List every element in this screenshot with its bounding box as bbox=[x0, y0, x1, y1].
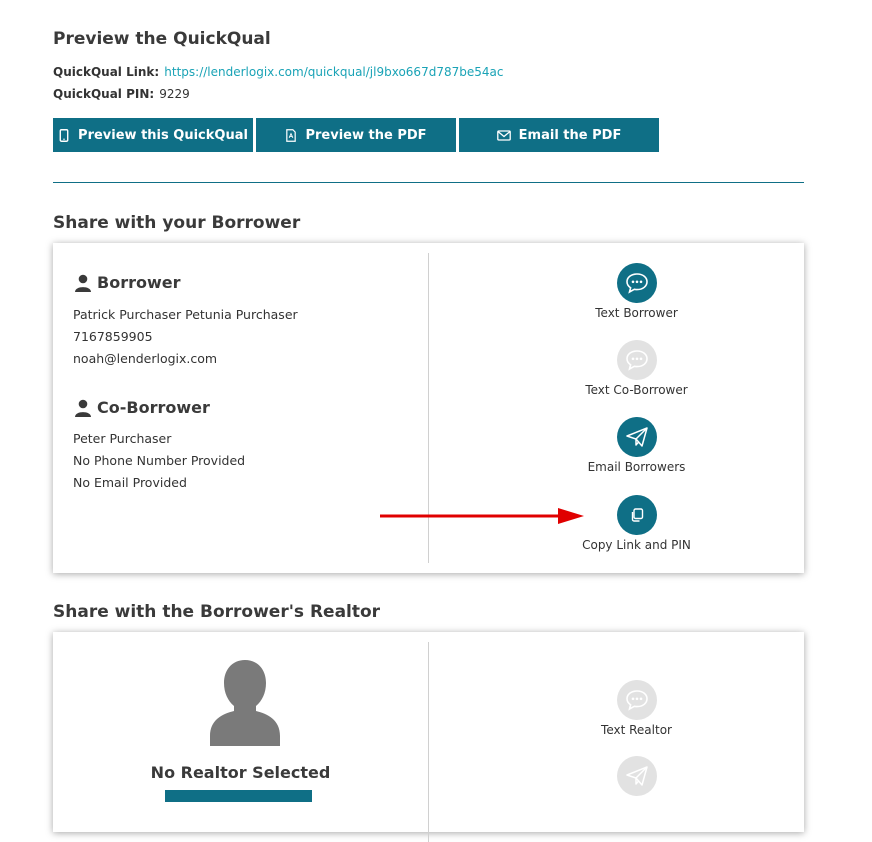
preview-quickqual-label: Preview this QuickQual bbox=[78, 127, 248, 143]
preview-quickqual-button[interactable] bbox=[53, 118, 253, 152]
text-co-borrower-action[interactable] bbox=[528, 340, 745, 397]
co-borrower-heading bbox=[75, 398, 210, 417]
card-divider bbox=[428, 642, 429, 842]
paper-plane-icon bbox=[625, 426, 649, 448]
borrower-section-title: Share with your Borrower bbox=[53, 213, 301, 233]
email-borrowers-action[interactable] bbox=[528, 417, 745, 474]
section-divider bbox=[53, 182, 804, 183]
person-icon bbox=[75, 399, 91, 417]
paper-plane-icon bbox=[625, 765, 649, 787]
co-borrower-phone: No Phone Number Provided bbox=[73, 453, 246, 468]
mobile-phone-icon bbox=[58, 129, 70, 142]
quickqual-pin-label: QuickQual PIN: bbox=[53, 87, 155, 101]
preview-title: Preview the QuickQual bbox=[53, 29, 271, 49]
co-borrower-name: Peter Purchaser bbox=[73, 431, 172, 446]
text-co-borrower-label: Text Co-Borrower bbox=[585, 383, 688, 397]
chat-bubble-icon bbox=[625, 349, 649, 371]
text-borrower-label: Text Borrower bbox=[595, 306, 678, 320]
borrower-phone: 7167859905 bbox=[73, 329, 153, 344]
text-realtor-label: Text Realtor bbox=[601, 723, 672, 737]
no-realtor-text: No Realtor Selected bbox=[150, 763, 331, 782]
envelope-icon bbox=[497, 129, 511, 142]
copy-link-pin-button[interactable] bbox=[617, 495, 657, 535]
borrower-email: noah@lenderlogix.com bbox=[73, 351, 218, 366]
co-borrower-email: No Email Provided bbox=[73, 475, 187, 490]
quickqual-link-row bbox=[53, 61, 503, 80]
text-realtor-action[interactable] bbox=[528, 680, 745, 737]
realtor-section-title: Share with the Borrower's Realtor bbox=[53, 602, 381, 622]
preview-pdf-button[interactable] bbox=[256, 118, 456, 152]
quickqual-link-label: QuickQual Link: bbox=[53, 65, 160, 79]
quickqual-link[interactable]: https://lenderlogix.com/quickqual/jl9bxo667d787be54ac bbox=[164, 65, 504, 79]
email-pdf-label: Email the PDF bbox=[518, 127, 622, 143]
select-realtor-button[interactable] bbox=[165, 790, 312, 802]
email-pdf-button[interactable] bbox=[459, 118, 659, 152]
chat-bubble-icon bbox=[625, 272, 649, 294]
realtor-share-card bbox=[53, 632, 804, 832]
chat-bubble-icon bbox=[625, 689, 649, 711]
email-borrowers-label: Email Borrowers bbox=[587, 460, 686, 474]
borrower-name: Patrick Purchaser Petunia Purchaser bbox=[73, 307, 298, 322]
copy-link-pin-label: Copy Link and PIN bbox=[582, 538, 691, 552]
text-borrower-button[interactable] bbox=[617, 263, 657, 303]
text-realtor-button[interactable] bbox=[617, 680, 657, 720]
email-realtor-action[interactable] bbox=[528, 756, 745, 796]
preview-pdf-label: Preview the PDF bbox=[305, 127, 427, 143]
text-borrower-action[interactable] bbox=[528, 263, 745, 320]
person-icon bbox=[75, 274, 91, 292]
email-realtor-button[interactable] bbox=[617, 756, 657, 796]
copy-icon bbox=[630, 508, 644, 522]
borrower-heading-text: Borrower bbox=[97, 273, 181, 292]
text-co-borrower-button[interactable] bbox=[617, 340, 657, 380]
co-borrower-heading-text: Co-Borrower bbox=[97, 398, 210, 417]
annotation-arrow-icon bbox=[380, 507, 585, 527]
quickqual-pin-value: 9229 bbox=[159, 87, 190, 101]
borrower-heading bbox=[75, 273, 180, 292]
avatar-placeholder-icon bbox=[208, 658, 282, 746]
email-borrowers-button[interactable] bbox=[617, 417, 657, 457]
quickqual-pin-row bbox=[53, 83, 190, 102]
pdf-file-icon bbox=[285, 129, 297, 142]
